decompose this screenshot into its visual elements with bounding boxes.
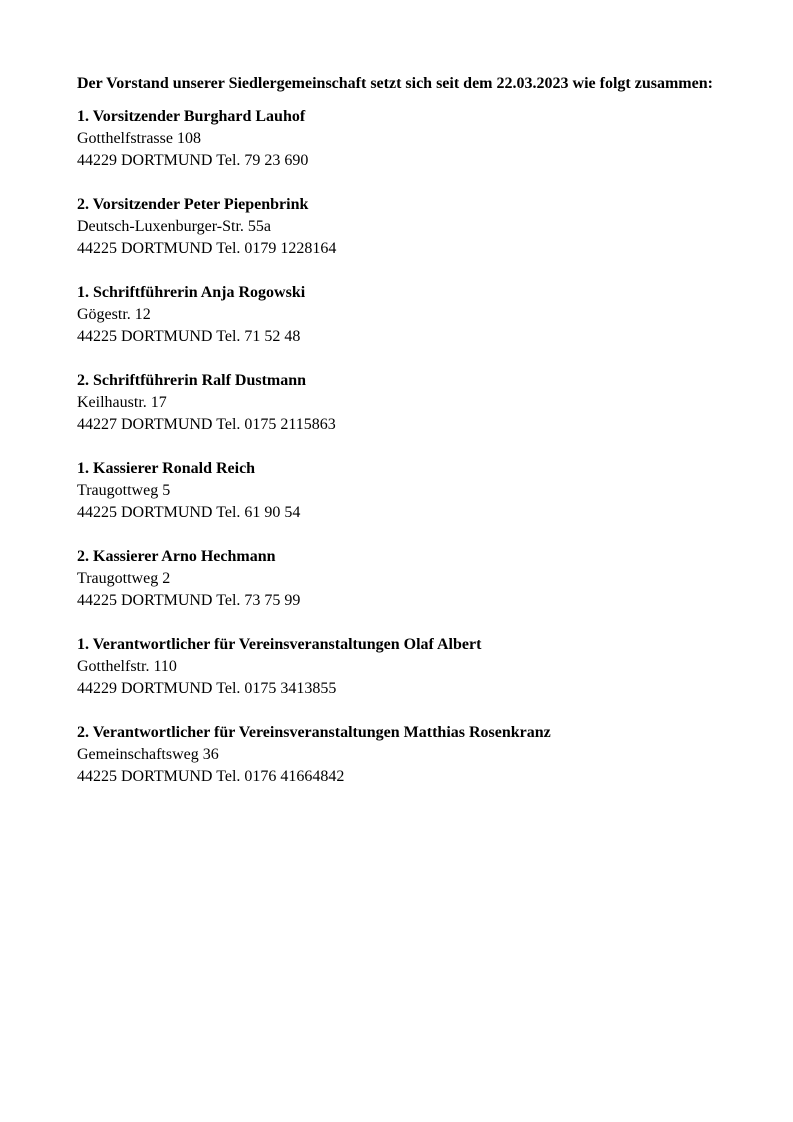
- member-street: Keilhaustr. 17: [77, 394, 167, 411]
- member-role: 2. Vorsitzender Peter Piepenbrink: [77, 196, 309, 213]
- member-street: Traugottweg 5: [77, 482, 171, 499]
- member-entry: [77, 722, 757, 788]
- member-role: 1. Vorsitzender Burghard Lauhof: [77, 108, 306, 125]
- member-street: Gemeinschaftsweg 36: [77, 746, 219, 763]
- member-role: 1. Kassierer Ronald Reich: [77, 460, 256, 477]
- member-street: Gögestr. 12: [77, 306, 151, 323]
- member-entry: [77, 106, 757, 172]
- member-city-phone: 44227 DORTMUND Tel. 0175 2115863: [77, 416, 336, 433]
- member-street: Traugottweg 2: [77, 570, 171, 587]
- member-city-phone: 44225 DORTMUND Tel. 0176 41664842: [77, 768, 345, 785]
- member-entry: [77, 634, 757, 700]
- member-entry: [77, 370, 757, 436]
- member-city-phone: 44225 DORTMUND Tel. 61 90 54: [77, 504, 301, 521]
- member-city-phone: 44229 DORTMUND Tel. 0175 3413855: [77, 680, 337, 697]
- member-street: Gotthelfstr. 110: [77, 658, 177, 675]
- member-street: Deutsch-Luxenburger-Str. 55a: [77, 218, 271, 235]
- member-city-phone: 44225 DORTMUND Tel. 0179 1228164: [77, 240, 337, 257]
- member-role: 1. Verantwortlicher für Vereinsveranstaltungen Olaf Albert: [77, 636, 482, 653]
- member-entry: [77, 458, 757, 524]
- member-role: 2. Kassierer Arno Hechmann: [77, 548, 276, 565]
- intro-heading: Der Vorstand unserer Siedlergemeinschaft setzt sich seit dem 22.03.2023 wie folgt zusammen:: [77, 75, 713, 92]
- member-city-phone: 44225 DORTMUND Tel. 71 52 48: [77, 328, 301, 345]
- member-street: Gotthelfstrasse 108: [77, 130, 201, 147]
- member-entry: [77, 194, 757, 260]
- member-role: 2. Verantwortlicher für Vereinsveranstaltungen Matthias Rosenkranz: [77, 724, 551, 741]
- member-role: 2. Schriftführerin Ralf Dustmann: [77, 372, 307, 389]
- member-city-phone: 44225 DORTMUND Tel. 73 75 99: [77, 592, 301, 609]
- member-entry: [77, 282, 757, 348]
- member-city-phone: 44229 DORTMUND Tel. 79 23 690: [77, 152, 309, 169]
- member-role: 1. Schriftführerin Anja Rogowski: [77, 284, 306, 301]
- member-entry: [77, 546, 757, 612]
- document-page: [77, 73, 757, 810]
